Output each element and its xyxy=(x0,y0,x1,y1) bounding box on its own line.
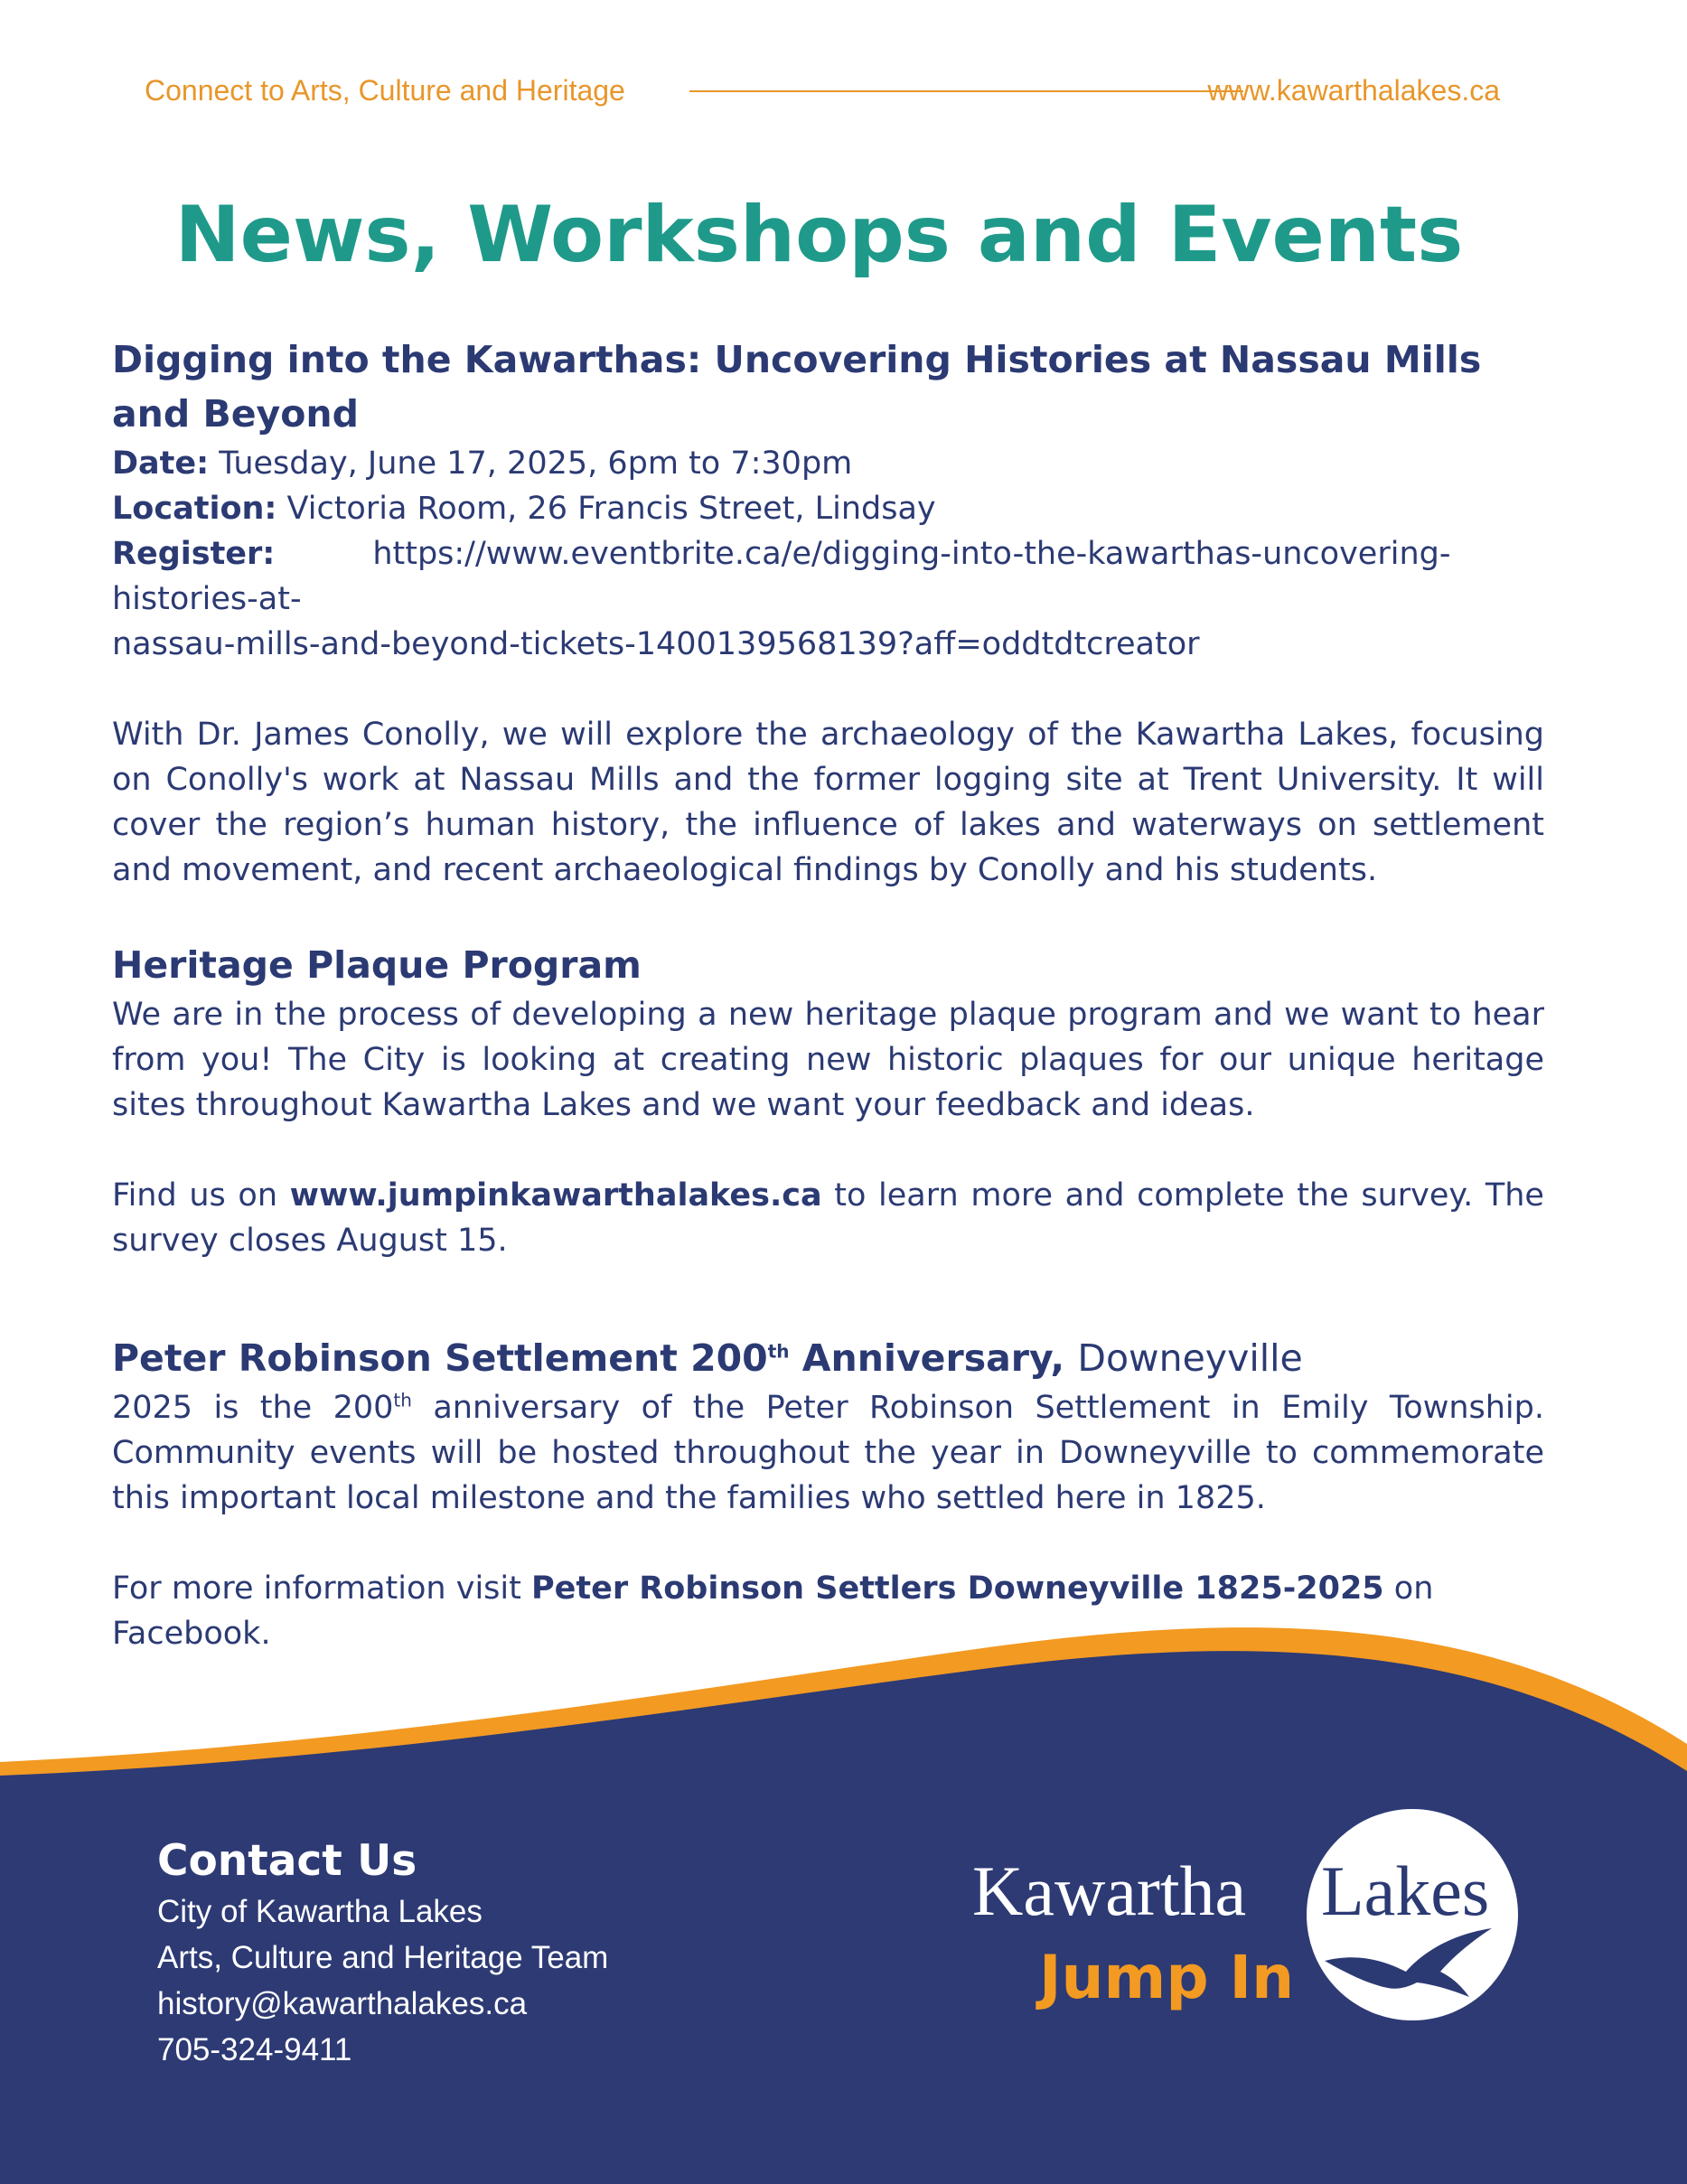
event1-register xyxy=(112,531,1544,622)
event2-description: We are in the process of developing a new heritage plaque program and we want to hear from you! The City is looking at creating new historic plaques for our unique heritage sites throughout Kawartha Lakes and we want your feedback and ideas. xyxy=(112,997,1544,1123)
event1-date-value: Tuesday, June 17, 2025, 6pm to 7:30pm xyxy=(219,445,853,482)
contact-block xyxy=(157,1834,608,2073)
event1-title: Digging into the Kawarthas: Uncovering Histories at Nassau Mills and Beyond xyxy=(112,338,1482,436)
event3-desc-sup: th xyxy=(393,1389,412,1411)
event3-title xyxy=(112,1331,1544,1385)
event1-register-link[interactable]: https://www.eventbrite.ca/e/digging-into-the-kawarthas-uncovering-histories-at- xyxy=(112,536,1451,617)
event2-survey-link[interactable]: www.jumpinkawarthalakes.ca xyxy=(289,1177,822,1214)
kawartha-lakes-logo xyxy=(967,1807,1527,2042)
logo-tagline: Jump In xyxy=(1039,1943,1295,2012)
event3-desc-start: 2025 is the 200 xyxy=(112,1390,394,1426)
event1-description: With Dr. James Conolly, we will explore the archaeology of the Kawartha Lakes, focusing on Conolly's work at Nassau Mills and the former logging site at Trent University. It will cover the region’s human history, the influence of lakes and waterways on settlement and movement, and recent archaeological findings by Conolly and his students. xyxy=(112,717,1544,888)
header-website-link[interactable]: www.kawarthalakes.ca xyxy=(1207,74,1500,107)
event2-title: Heritage Plaque Program xyxy=(112,943,642,987)
event3-desc-rest: anniversary of the Peter Robinson Settlement in Emily Township. Community events will be hosted throughout the year in Downeyville to commemorate this important local milestone and the families who settled here in 1825. xyxy=(112,1390,1544,1516)
event3-more-suffix: on Facebook. xyxy=(112,1570,1434,1652)
contact-phone: 705-324-9411 xyxy=(157,2032,352,2067)
event3-description xyxy=(112,1385,1544,1521)
event2-find-suffix: to learn more and complete the survey. The survey closes August 15. xyxy=(112,1177,1544,1259)
header-bar xyxy=(145,74,1500,110)
eagle-icon xyxy=(1316,1925,1505,2006)
event1-location-value: Victoria Room, 26 Francis Street, Lindsay xyxy=(286,491,936,527)
event3-more-prefix: For more information visit xyxy=(112,1570,521,1607)
event1-date xyxy=(112,441,1544,486)
event3-title-sup: th xyxy=(767,1340,790,1363)
event1-location-label: Location: xyxy=(112,491,277,527)
logo-word-lakes: Lakes xyxy=(1321,1851,1490,1930)
contact-team: Arts, Culture and Heritage Team xyxy=(157,1940,609,1975)
event2-find-us xyxy=(112,1173,1544,1263)
header-tagline: Connect to Arts, Culture and Heritage xyxy=(145,74,625,107)
event1-date-label: Date: xyxy=(112,445,210,482)
contact-title: Contact Us xyxy=(157,1836,417,1886)
page-title: News, Workshops and Events xyxy=(174,190,1464,280)
main-content xyxy=(112,333,1544,1656)
header-divider xyxy=(689,90,1243,92)
event2-find-prefix: Find us on xyxy=(112,1177,278,1214)
contact-email-link[interactable]: history@kawarthalakes.ca xyxy=(157,1986,528,2021)
event3-title-place: Downeyville xyxy=(1077,1336,1303,1380)
event1-register-link-cont[interactable]: nassau-mills-and-beyond-tickets-1400139568139?aff=oddtdtcreator xyxy=(112,626,1200,662)
event3-title-main: Peter Robinson Settlement 200 xyxy=(112,1336,768,1380)
contact-org: City of Kawartha Lakes xyxy=(157,1894,483,1929)
event1-register-label: Register: xyxy=(112,536,276,572)
event3-facebook-link[interactable]: Peter Robinson Settlers Downeyville 1825-2025 xyxy=(531,1570,1384,1607)
event3-title-anniv: Anniversary, xyxy=(801,1336,1065,1380)
event1-location xyxy=(112,486,1544,531)
logo-word-kawartha: Kawartha xyxy=(972,1851,1247,1930)
